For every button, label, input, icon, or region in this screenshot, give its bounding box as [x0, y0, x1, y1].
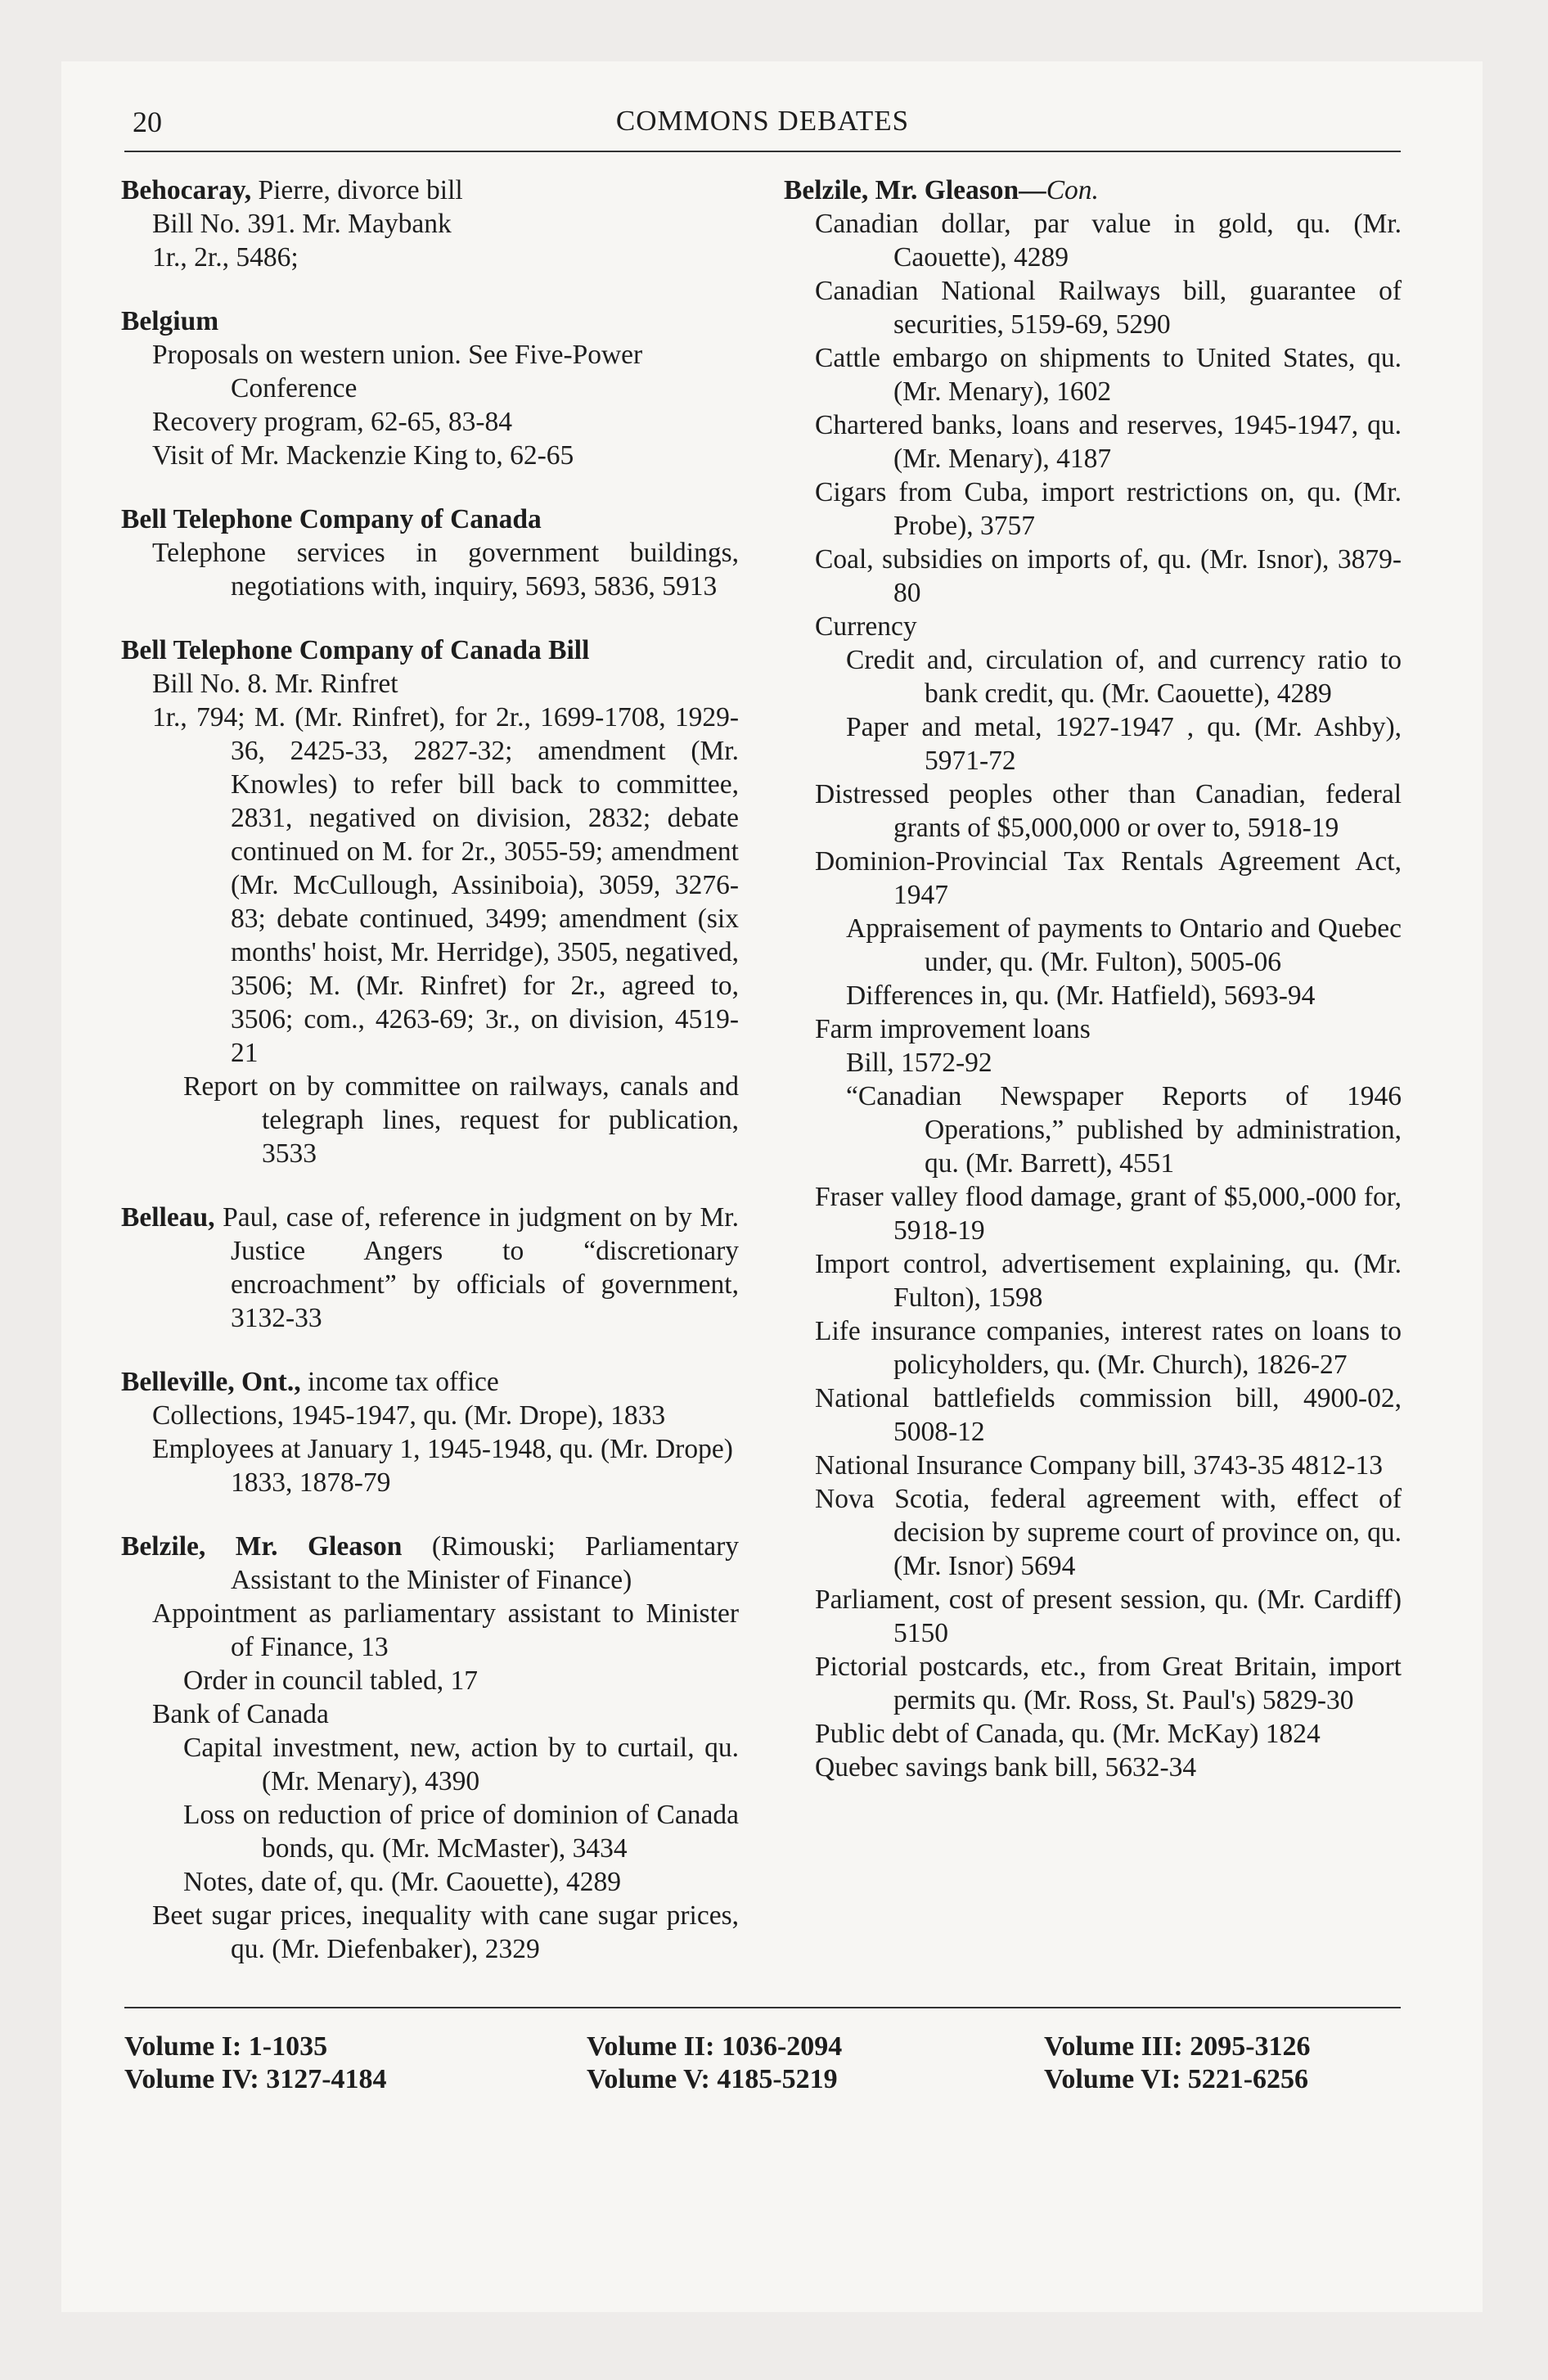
entry-line: Telephone services in government buildings, negotiations with, inquiry, 5693, 5836, 5913	[152, 538, 739, 602]
index-entry	[121, 304, 739, 472]
entry-line: Nova Scotia, federal agreement with, effect of decision by supreme court of province on, qu. (Mr. Isnor) 5694	[815, 1484, 1402, 1581]
entry-line: Pictorial postcards, etc., from Great Britain, import permits qu. (Mr. Ross, St. Paul's) 5829-30	[815, 1652, 1402, 1715]
entry-heading: Belzile, Mr. Gleason—	[784, 175, 1046, 205]
entry-line: Life insurance companies, interest rates on loans to policyholders, qu. (Mr. Church), 1826-27	[815, 1316, 1402, 1380]
entry-line: Proposals on western union. See Five-Power Conference	[152, 340, 643, 403]
index-entry	[121, 503, 739, 603]
entry-line: Parliament, cost of present session, qu. (Mr. Cardiff) 5150	[815, 1584, 1402, 1648]
index-entry	[121, 1530, 739, 1966]
entry-line: Order in council tabled, 17	[183, 1666, 479, 1696]
entry-line: National battlefields commission bill, 4900-02, 5008-12	[815, 1383, 1402, 1447]
entry-line: Currency	[815, 611, 917, 642]
entry-line: Public debt of Canada, qu. (Mr. McKay) 1824	[815, 1719, 1321, 1749]
volume-range: Volume II: 1036-2094	[587, 2031, 843, 2062]
entry-line: Canadian dollar, par value in gold, qu. (Mr. Caouette), 4289	[815, 209, 1402, 273]
entry-heading-rest: (Rimouski; Parliamentary Assistant to the Minister of Finance)	[231, 1531, 739, 1595]
entry-line: Quebec savings bank bill, 5632-34	[815, 1752, 1197, 1783]
entry-line: Notes, date of, qu. (Mr. Caouette), 4289	[183, 1867, 621, 1897]
entry-line: Credit and, circulation of, and currency ratio to bank credit, qu. (Mr. Caouette), 4289	[846, 645, 1402, 709]
footer-rule	[124, 2007, 1401, 2008]
entry-line: Distressed peoples other than Canadian, federal grants of $5,000,000 or over to, 5918-19	[815, 779, 1402, 843]
entry-line: Report on by committee on railways, canals and telegraph lines, request for publication, 3533	[183, 1071, 739, 1169]
entry-line: Employees at January 1, 1945-1948, qu. (Mr. Drope) 1833, 1878-79	[152, 1434, 733, 1498]
entry-line: Recovery program, 62-65, 83-84	[152, 407, 513, 437]
entry-line: Collections, 1945-1947, qu. (Mr. Drope), 1833	[152, 1400, 666, 1431]
entry-line: Paper and metal, 1927-1947 , qu. (Mr. Ashby), 5971-72	[846, 712, 1402, 776]
right-entry-lines	[784, 207, 1402, 1784]
index-entry	[121, 174, 739, 274]
entry-line: Capital investment, new, action by to curtail, qu. (Mr. Menary), 4390	[183, 1733, 739, 1796]
volume-range: Volume IV: 3127-4184	[124, 2064, 387, 2094]
right-column	[784, 174, 1402, 1784]
entry-line: Bill, 1572-92	[846, 1048, 992, 1078]
entry-line: Coal, subsidies on imports of, qu. (Mr. Isnor), 3879-80	[815, 544, 1402, 608]
entry-line: Bill No. 391. Mr. Maybank	[152, 209, 452, 239]
entry-line: Appraisement of payments to Ontario and Quebec under, qu. (Mr. Fulton), 5005-06	[846, 913, 1402, 977]
entry-heading: Bell Telephone Company of Canada	[121, 504, 542, 534]
entry-heading: Bell Telephone Company of Canada Bill	[121, 635, 590, 665]
entry-line: Appointment as parliamentary assistant to Minister of Finance, 13	[152, 1598, 739, 1662]
volume-range: Volume VI: 5221-6256	[1044, 2064, 1309, 2094]
header-rule	[124, 151, 1401, 152]
entry-line: Bank of Canada	[152, 1699, 329, 1729]
entry-line: Visit of Mr. Mackenzie King to, 62-65	[152, 440, 574, 471]
entry-line: Cigars from Cuba, import restrictions on, qu. (Mr. Probe), 3757	[815, 477, 1402, 541]
entry-line: 1r., 2r., 5486;	[152, 242, 299, 273]
entry-line: Farm improvement loans	[815, 1014, 1091, 1044]
left-column	[121, 174, 739, 1966]
entry-line: 1r., 794; M. (Mr. Rinfret), for 2r., 1699-1708, 1929-36, 2425-33, 2827-32; amendment (Mr. Knowles) to refer bill back to committee, 2831, negatived on division, 2832; debate continued on M. for 2r., 3055-59; amendment (Mr. McCullough, Assiniboia), 3059, 3276-83; debate continued, 3499; amendment (six months' hoist, Mr. Herridge), 3505, negatived, 3506; M. (Mr. Rinfret) for 2r., agreed to, 3506; com., 4263-69; 3r., on division, 4519-21	[152, 702, 739, 1068]
entry-line: Differences in, qu. (Mr. Hatfield), 5693-94	[846, 980, 1316, 1011]
entry-heading-rest: Pierre, divorce bill	[251, 175, 463, 205]
page-header	[124, 105, 1401, 154]
index-entry	[121, 1365, 739, 1499]
entry-heading: Belzile, Mr. Gleason	[121, 1531, 403, 1562]
page-number: 20	[133, 106, 162, 138]
index-entry	[121, 1201, 739, 1335]
volume-range: Volume III: 2095-3126	[1044, 2031, 1311, 2062]
entry-line: Chartered banks, loans and reserves, 1945-1947, qu. (Mr. Menary), 4187	[815, 410, 1402, 474]
entry-heading: Belleau,	[121, 1202, 215, 1233]
entry-line: Cattle embargo on shipments to United States, qu. (Mr. Menary), 1602	[815, 343, 1402, 407]
volume-range: Volume V: 4185-5219	[587, 2064, 838, 2094]
entry-heading-rest: income tax office	[300, 1367, 499, 1397]
entry-heading-rest: Paul, case of, reference in judgment on by Mr. Justice Angers to “discretionary encroachment” by officials of government, 3132-33	[214, 1202, 739, 1333]
entry-line: Import control, advertisement explaining, qu. (Mr. Fulton), 1598	[815, 1249, 1402, 1313]
entry-line: Beet sugar prices, inequality with cane sugar prices, qu. (Mr. Diefenbaker), 2329	[152, 1900, 739, 1964]
entry-heading: Belleville, Ont.,	[121, 1367, 301, 1397]
running-title: COMMONS DEBATES	[615, 105, 910, 137]
volume-range: Volume I: 1-1035	[124, 2031, 328, 2062]
continued-marker: Con.	[1046, 175, 1099, 205]
entry-line: Loss on reduction of price of dominion of Canada bonds, qu. (Mr. McMaster), 3434	[183, 1800, 739, 1864]
entry-line: National Insurance Company bill, 3743-35 4812-13	[815, 1450, 1384, 1481]
entry-line: Dominion-Provincial Tax Rentals Agreement Act, 1947	[815, 846, 1402, 910]
entry-line: Fraser valley flood damage, grant of $5,000,-000 for, 5918-19	[815, 1182, 1402, 1246]
entry-heading: Behocaray,	[121, 175, 252, 205]
entry-line: Bill No. 8. Mr. Rinfret	[152, 669, 398, 699]
entry-heading: Belgium	[121, 306, 219, 336]
entry-line: Canadian National Railways bill, guarantee of securities, 5159-69, 5290	[815, 276, 1402, 340]
entry-line: “Canadian Newspaper Reports of 1946 Operations,” published by administration, qu. (Mr. Barrett), 4551	[846, 1081, 1402, 1179]
index-entry	[121, 633, 739, 1170]
